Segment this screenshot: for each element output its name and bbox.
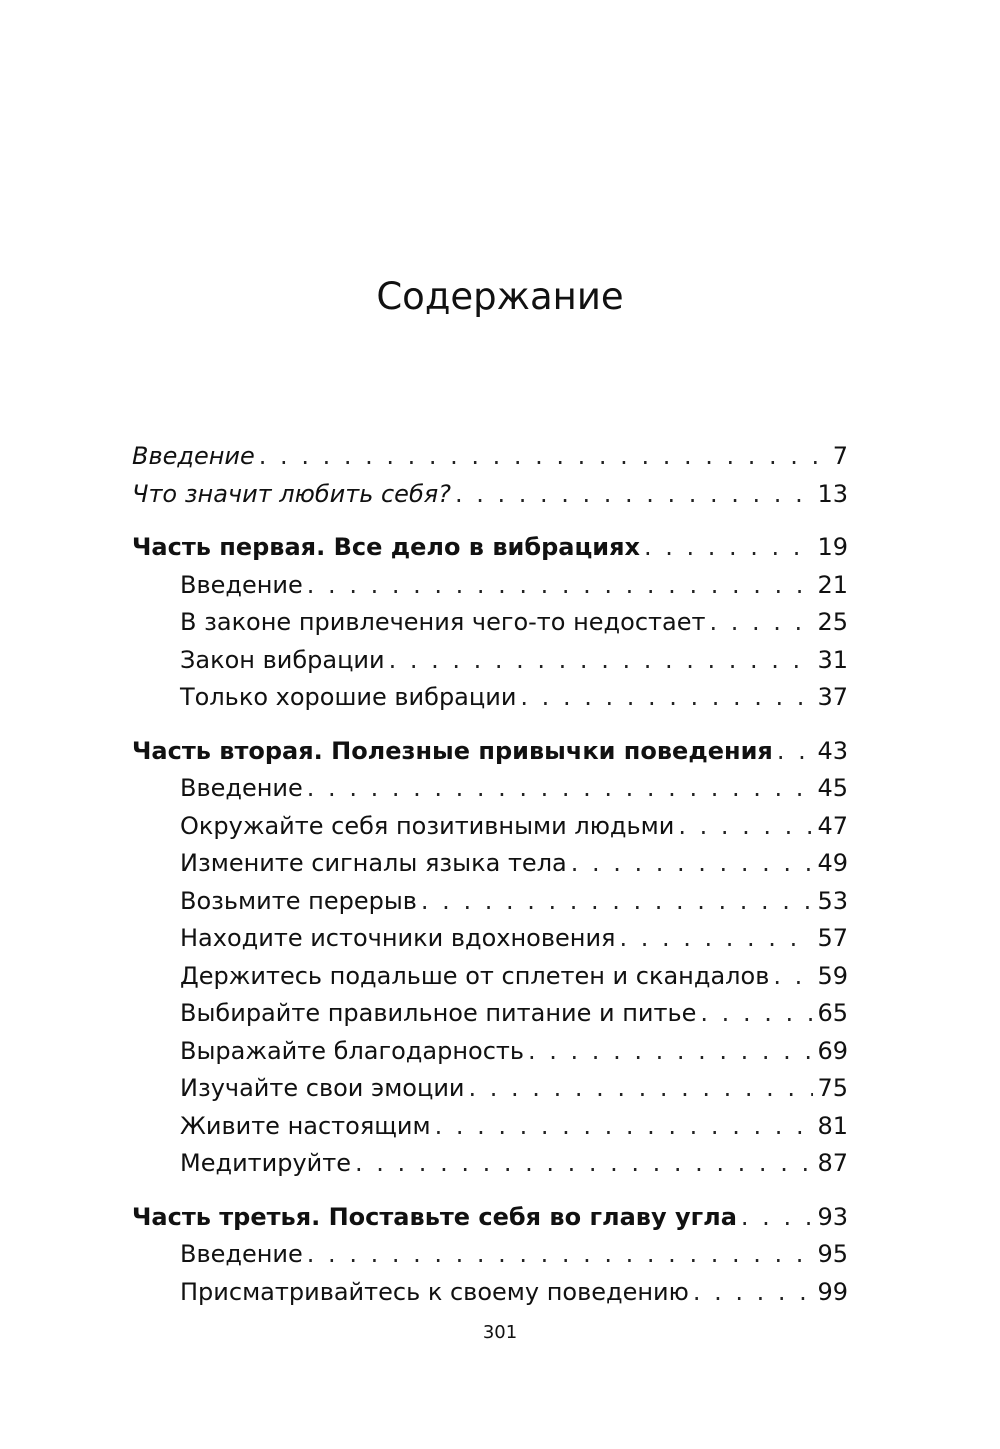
toc-entry-page: 57 bbox=[817, 924, 848, 952]
toc-entry-label: Введение bbox=[132, 442, 255, 470]
dot-leader bbox=[777, 733, 814, 771]
toc-entry-page: 37 bbox=[817, 683, 848, 711]
dot-leader bbox=[421, 883, 814, 921]
dot-leader bbox=[469, 1070, 814, 1108]
toc-entry-label: Измените сигналы языка тела bbox=[180, 849, 567, 877]
dot-leader bbox=[435, 1108, 814, 1146]
toc-entry-page: 47 bbox=[817, 811, 848, 840]
toc-entry-label: Введение bbox=[180, 1240, 303, 1268]
toc-entry-label: Присматривайтесь к своему поведению bbox=[180, 1277, 689, 1306]
toc-entry[interactable] bbox=[132, 770, 848, 808]
toc-entry-label: В законе привлечения чего-то недостает bbox=[180, 608, 706, 636]
toc-entry[interactable] bbox=[132, 808, 848, 846]
table-of-contents bbox=[132, 438, 848, 1311]
toc-part-heading[interactable] bbox=[132, 733, 848, 771]
dot-leader bbox=[571, 845, 814, 883]
toc-entry[interactable] bbox=[132, 920, 848, 958]
dot-leader bbox=[773, 958, 813, 996]
page-number: 301 bbox=[482, 1322, 518, 1343]
toc-entry-label: Держитесь подальше от сплетен и скандалов bbox=[180, 961, 770, 990]
toc-entry-label: Возьмите перерыв bbox=[180, 886, 417, 915]
toc-entry-page: 13 bbox=[817, 479, 848, 508]
toc-entry-label: Часть вторая. Полезные привычки поведения bbox=[132, 736, 773, 765]
toc-part-heading[interactable] bbox=[132, 1199, 848, 1237]
toc-entry-page: 19 bbox=[817, 533, 848, 561]
toc-entry[interactable] bbox=[132, 476, 848, 514]
dot-leader bbox=[307, 770, 814, 808]
toc-entry-page: 49 bbox=[817, 849, 848, 877]
toc-entry[interactable] bbox=[132, 438, 848, 476]
dot-leader bbox=[678, 808, 813, 846]
dot-leader bbox=[644, 529, 813, 567]
toc-entry[interactable] bbox=[132, 1070, 848, 1108]
toc-entry[interactable] bbox=[132, 1108, 848, 1146]
dot-leader bbox=[620, 920, 814, 958]
toc-entry[interactable] bbox=[132, 958, 848, 996]
toc-part-heading[interactable] bbox=[132, 529, 848, 567]
toc-entry[interactable] bbox=[132, 995, 848, 1033]
toc-entry-page: 43 bbox=[817, 736, 848, 765]
toc-entry-page: 95 bbox=[817, 1240, 848, 1268]
toc-entry-page: 99 bbox=[817, 1277, 848, 1306]
toc-entry[interactable] bbox=[132, 1033, 848, 1071]
dot-leader bbox=[700, 995, 813, 1033]
toc-entry-label: Изучайте свои эмоции bbox=[180, 1074, 465, 1102]
dot-leader bbox=[307, 1236, 814, 1274]
page-title: Содержание bbox=[376, 275, 624, 318]
toc-entry-page: 59 bbox=[817, 961, 848, 990]
dot-leader bbox=[709, 604, 813, 642]
dot-leader bbox=[528, 1033, 813, 1071]
toc-entry-page: 7 bbox=[832, 442, 848, 470]
dot-leader bbox=[520, 679, 813, 717]
toc-entry-page: 75 bbox=[817, 1074, 848, 1102]
toc-entry-label: Выбирайте правильное питание и питье bbox=[180, 999, 697, 1027]
toc-entry-label: Выражайте благодарность bbox=[180, 1036, 525, 1065]
toc-entry-page: 21 bbox=[817, 570, 848, 599]
dot-leader bbox=[693, 1274, 814, 1312]
toc-entry-page: 25 bbox=[817, 608, 848, 636]
toc-entry[interactable] bbox=[132, 883, 848, 921]
dot-leader bbox=[455, 476, 814, 514]
dot-leader bbox=[741, 1199, 814, 1237]
toc-entry[interactable] bbox=[132, 845, 848, 883]
toc-entry-label: Только хорошие вибрации bbox=[180, 683, 517, 711]
toc-entry-label: Часть первая. Все дело в вибрациях bbox=[132, 533, 640, 561]
toc-entry-page: 93 bbox=[817, 1202, 848, 1231]
toc-entry-page: 81 bbox=[817, 1111, 848, 1140]
toc-entry-page: 31 bbox=[817, 645, 848, 674]
toc-entry-page: 87 bbox=[817, 1149, 848, 1177]
toc-entry-label: Часть третья. Поставьте себя во главу угла bbox=[132, 1202, 737, 1231]
toc-entry[interactable] bbox=[132, 642, 848, 680]
dot-leader bbox=[389, 642, 814, 680]
toc-entry-label: Медитируйте bbox=[180, 1149, 352, 1177]
toc-entry-label: Окружайте себя позитивными людьми bbox=[180, 811, 675, 840]
toc-entry[interactable] bbox=[132, 604, 848, 642]
toc-entry[interactable] bbox=[132, 1274, 848, 1312]
toc-entry-page: 65 bbox=[817, 999, 848, 1027]
toc-entry-page: 53 bbox=[817, 886, 848, 915]
toc-entry-page: 45 bbox=[817, 774, 848, 802]
toc-entry-page: 69 bbox=[817, 1036, 848, 1065]
toc-entry-label: Находите источники вдохновения bbox=[180, 924, 616, 952]
toc-entry-label: Закон вибрации bbox=[180, 645, 385, 674]
toc-entry-label: Живите настоящим bbox=[180, 1111, 431, 1140]
toc-entry-label: Введение bbox=[180, 774, 303, 802]
toc-entry[interactable] bbox=[132, 1236, 848, 1274]
dot-leader bbox=[355, 1145, 813, 1183]
toc-entry-label: Что значит любить себя? bbox=[132, 479, 451, 508]
toc-entry[interactable] bbox=[132, 679, 848, 717]
dot-leader bbox=[307, 567, 814, 605]
dot-leader bbox=[259, 438, 829, 476]
toc-entry[interactable] bbox=[132, 1145, 848, 1183]
toc-entry[interactable] bbox=[132, 567, 848, 605]
toc-entry-label: Введение bbox=[180, 570, 303, 599]
